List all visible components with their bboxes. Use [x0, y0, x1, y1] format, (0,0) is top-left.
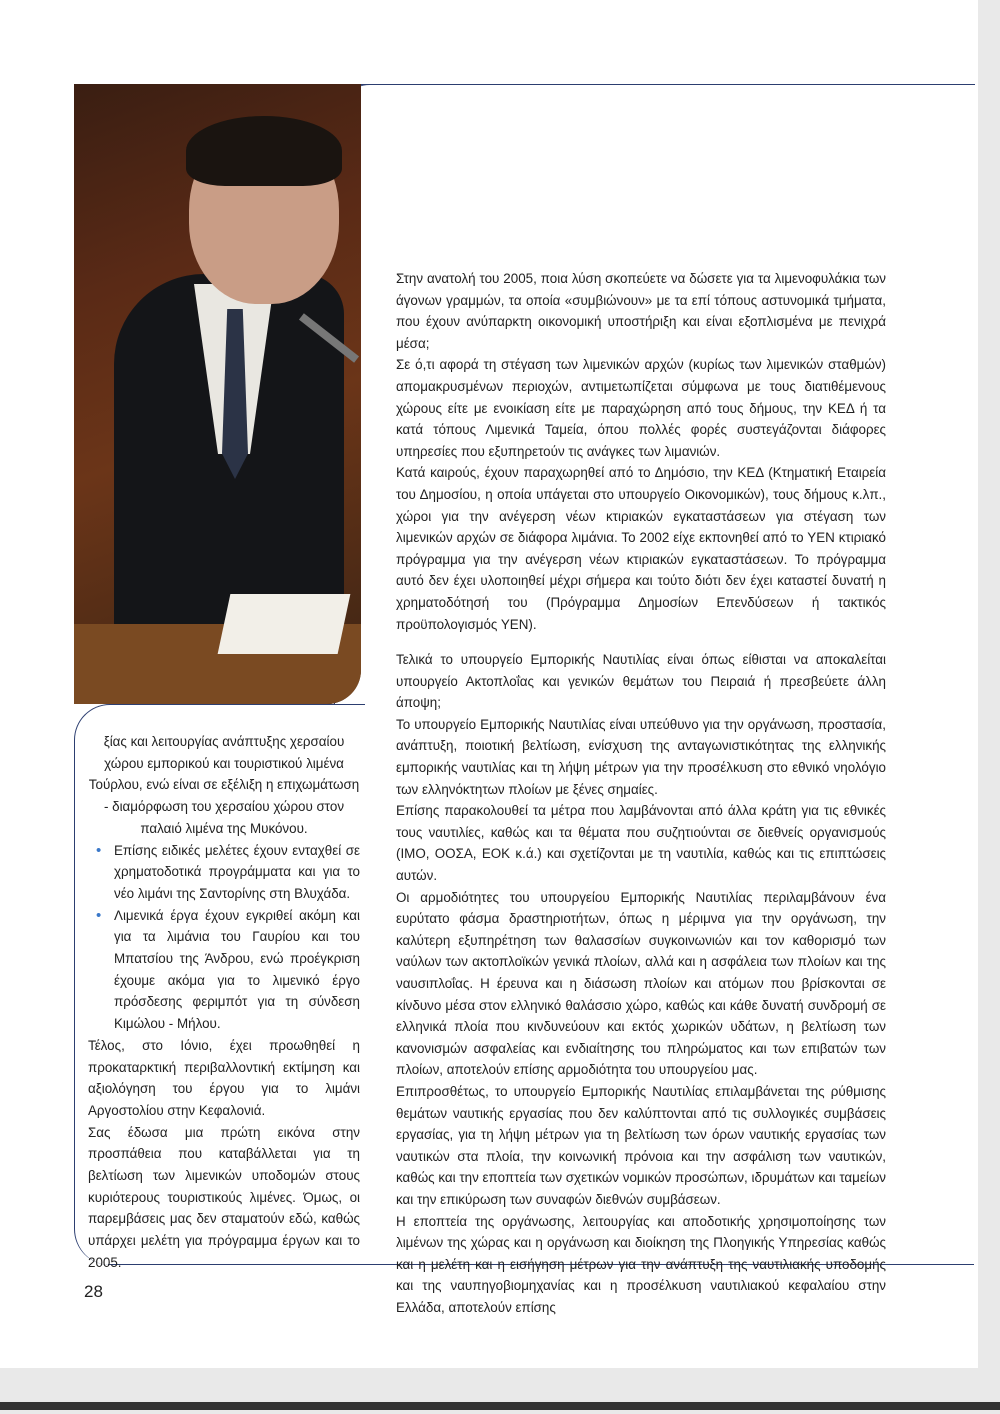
bullet-item: • Επίσης ειδικές μελέτες έχουν ενταχθεί σε χρηματοδοτικά προγράμματα και για το νέο λιμάνι της Σαντορίνης στη Βλυχάδα. — [88, 840, 360, 905]
interview-question: Στην ανατολή του 2005, ποια λύση σκοπεύετε να δώσετε για τα λιμενοφυλάκια των άγονων γραμμών, τα οποία «συμβιώνουν» με τα επί τόπους αστυνομικά τμήματα, που έχουν ανύπαρκτη οικονομική υποστήριξη και είναι εξοπλισμένα με πενιχρά μέσα; — [396, 271, 886, 351]
interview-question: Τελικά το υπουργείο Εμπορικής Ναυτιλίας είναι όπως είθισται να αποκαλείται υπουργείο Ακτοπλοΐας και γενικών θεμάτων του Πειραιά ή πρεσβεύετε άλλη άποψη; — [396, 652, 886, 711]
interview-answer: Η εποπτεία της οργάνωσης, λειτουργίας και αποδοτικής χρησιμοποίησης των λιμένων της χώρας και η οργάνωση και διοίκηση της Πλοηγικής Υπηρεσίας καθώς και η μελέτη και η εισήγηση μέτρων για την ανάπτυξη της ναυτιλιακής υποδομής και της ναυπηγοβιομηχανίας και η προσέλκυση ναυτιλιακού κεφαλαίου στην Ελλάδα, αποτελούν επίσης — [396, 1213, 886, 1315]
interview-answer: Κατά καιρούς, έχουν παραχωρηθεί από το Δημόσιο, την ΚΕΔ (Κτηματική Εταιρεία του Δημοσίου, η οποία υπάγεται στο υπουργείο Οικονομικών), τους δήμους κ.λπ., χώροι για την ανέγερση νέων κτιριακών εγκαταστάσεων για στέγαση των λιμενικών αρχών σε διάφορα λιμάνια. Το 2002 είχε εκπονηθεί από το ΥΕΝ κτιριακό πρόγραμμα για την ανέγερση νέων κτιριακών εγκαταστάσεων. Το πρόγραμμα αυτό δεν έχει υλοποιηθεί μέχρι σήμερα και τούτο διότι δεν έχει καταστεί δυνατή η χρηματοδότησή του (Πρόγραμμα Δημοσίων Επενδύσεων ή τακτικός προϋπολογισμός ΥΕΝ). — [396, 465, 886, 632]
photo-paper — [218, 594, 351, 654]
left-intro: ξίας και λειτουργίας ανάπτυξης χερσαίου χώρου εμπορικού και τουριστικού λιμένα Τούρλου, ενώ είναι σε εξέλιξη η επιχωμάτωση - διαμόρφωση του χερσαίου χώρου στον παλαιό λιμένα της Μυκόνου. — [88, 734, 360, 836]
interview-answer: Επιπροσθέτως, το υπουργείο Εμπορικής Ναυτιλίας επιλαμβάνεται της ρύθμισης θεμάτων ναυτικής εργασίας που δεν καλύπτονται από τις συλλογικές συμβάσεις εργασίας, για τη λήψη μέτρων για τη βελτίωση των όρων ναυτικής εργασίας των ναυτικών στα πλοία, την κοινωνική πρόνοια και την ασφάλιση των ναυτικών, καθώς και την εποπτεία των σχετικών νομικών προσώπων, ιδρυμάτων και ταμείων και την επικύρωση των συναφών διεθνών συμβάσεων. — [396, 1083, 886, 1207]
speaker-photo — [74, 84, 361, 704]
page-number: 28 — [84, 1282, 103, 1301]
interview-answer: Το υπουργείο Εμπορικής Ναυτιλίας είναι υπεύθυνο για την οργάνωση, προστασία, ανάπτυξη, ποιοτική βελτίωση, ενίσχυση της ανταγωνιστικότητας της ελληνικής εμπορικής ναυτιλίας και τη λήψη μέτρων για την προσέλκυση στο εθνικό νηολόγιο των ελληνόκτητων πλοίων με ξένες σημαίες. — [396, 716, 886, 797]
interview-answer: Σε ό,τι αφορά τη στέγαση των λιμενικών αρχών (κυρίως των λιμενικών σταθμών) απομακρυσμένων περιοχών, αντιμετωπίζεται σύμφωνα με τους διατιθέμενους χώρους είτε με ενοικίαση είτε με παραχώρηση από τους δήμους, την ΚΕΔ ή τα κατά τόπους Λιμενικά Ταμεία, όπου πολλές φορές συστεγάζονται διάφορες υπηρεσίες που εξυπηρετούν τις ανάγκες των λιμανιών. — [396, 357, 886, 459]
scan-edge — [0, 1402, 1000, 1410]
bullet-item: • Λιμενικά έργα έχουν εγκριθεί ακόμη και για τα λιμάνια του Γαυρίου και του Μπατσίου της Άνδρου, ενώ προέγκριση έχουμε ακόμα για το λιμενικό έργο πρόσδεσης φεριμπότ για τη σύνδεση Κιμώλου - Μήλου. — [88, 905, 360, 1035]
photo-hair — [186, 116, 342, 186]
left-column — [88, 731, 360, 1274]
interview-answer: Οι αρμοδιότητες του υπουργείου Εμπορικής Ναυτιλίας περιλαμβάνουν ένα ευρύτατο φάσμα δραστηριοτήτων, όπως η μέριμνα για την οργάνωση, την καλύτερη εξυπηρέτηση των θαλασσίων συγκοινωνιών και τον καθορισμό των ναύλων των ακτοπλοϊκών γενικά πλοίων, αλλά και η ασφάλεια των πλοίων και της ναυσιπλοΐας. Η έρευνα και η διάσωση πλοίων και ατόμων που βρίσκονται σε κίνδυνο μέσα στον ελληνικό θαλάσσιο χώρο, καθώς και κάθε δυνατή συνδρομή σε ελληνικά πλοία που κινδυνεύουν και εκτός χωρικών υδάτων, η βελτίωση των κανονισμών ασφαλείας και ενδιαίτησης του πληρώματος και των επιβατών των πλοίων, αποτελούν επίσης αρμοδιότητα του υπουργείου μας. — [396, 889, 886, 1078]
bullet-list — [88, 840, 360, 1035]
left-paragraph: Σας έδωσα μια πρώτη εικόνα στην προσπάθεια που καταβάλλεται για τη βελτίωση των λιμενικών υποδομών στους κυριότερους τουριστικούς λιμένες. Όμως, οι παρεμβάσεις μας δεν σταματούν εδώ, καθώς υπάρχει μελέτη για πρόγραμμα έργων και το 2005. — [88, 1124, 360, 1270]
right-column — [396, 268, 886, 1319]
interview-answer: Επίσης παρακολουθεί τα μέτρα που λαμβάνονται από άλλα κράτη για τις εθνικές τους ναυτιλίες, καθώς και τα θέματα που συζητιούνται σε διεθνείς οργανισμούς (ΙΜΟ, ΟΟΣΑ, ΕΟΚ κ.ά.) και σχετίζονται με τη ναυτιλία, καθώς και τις επιπτώσεις αυτών. — [396, 803, 886, 884]
left-paragraph: Τέλος, στο Ιόνιο, έχει προωθηθεί η προκαταρκτική περιβαλλοντική εκτίμηση και αξιολόγηση του έργου για το λιμάνι Αργοστολίου στην Κεφαλονιά. — [88, 1037, 360, 1118]
paragraph-gap — [396, 635, 886, 649]
